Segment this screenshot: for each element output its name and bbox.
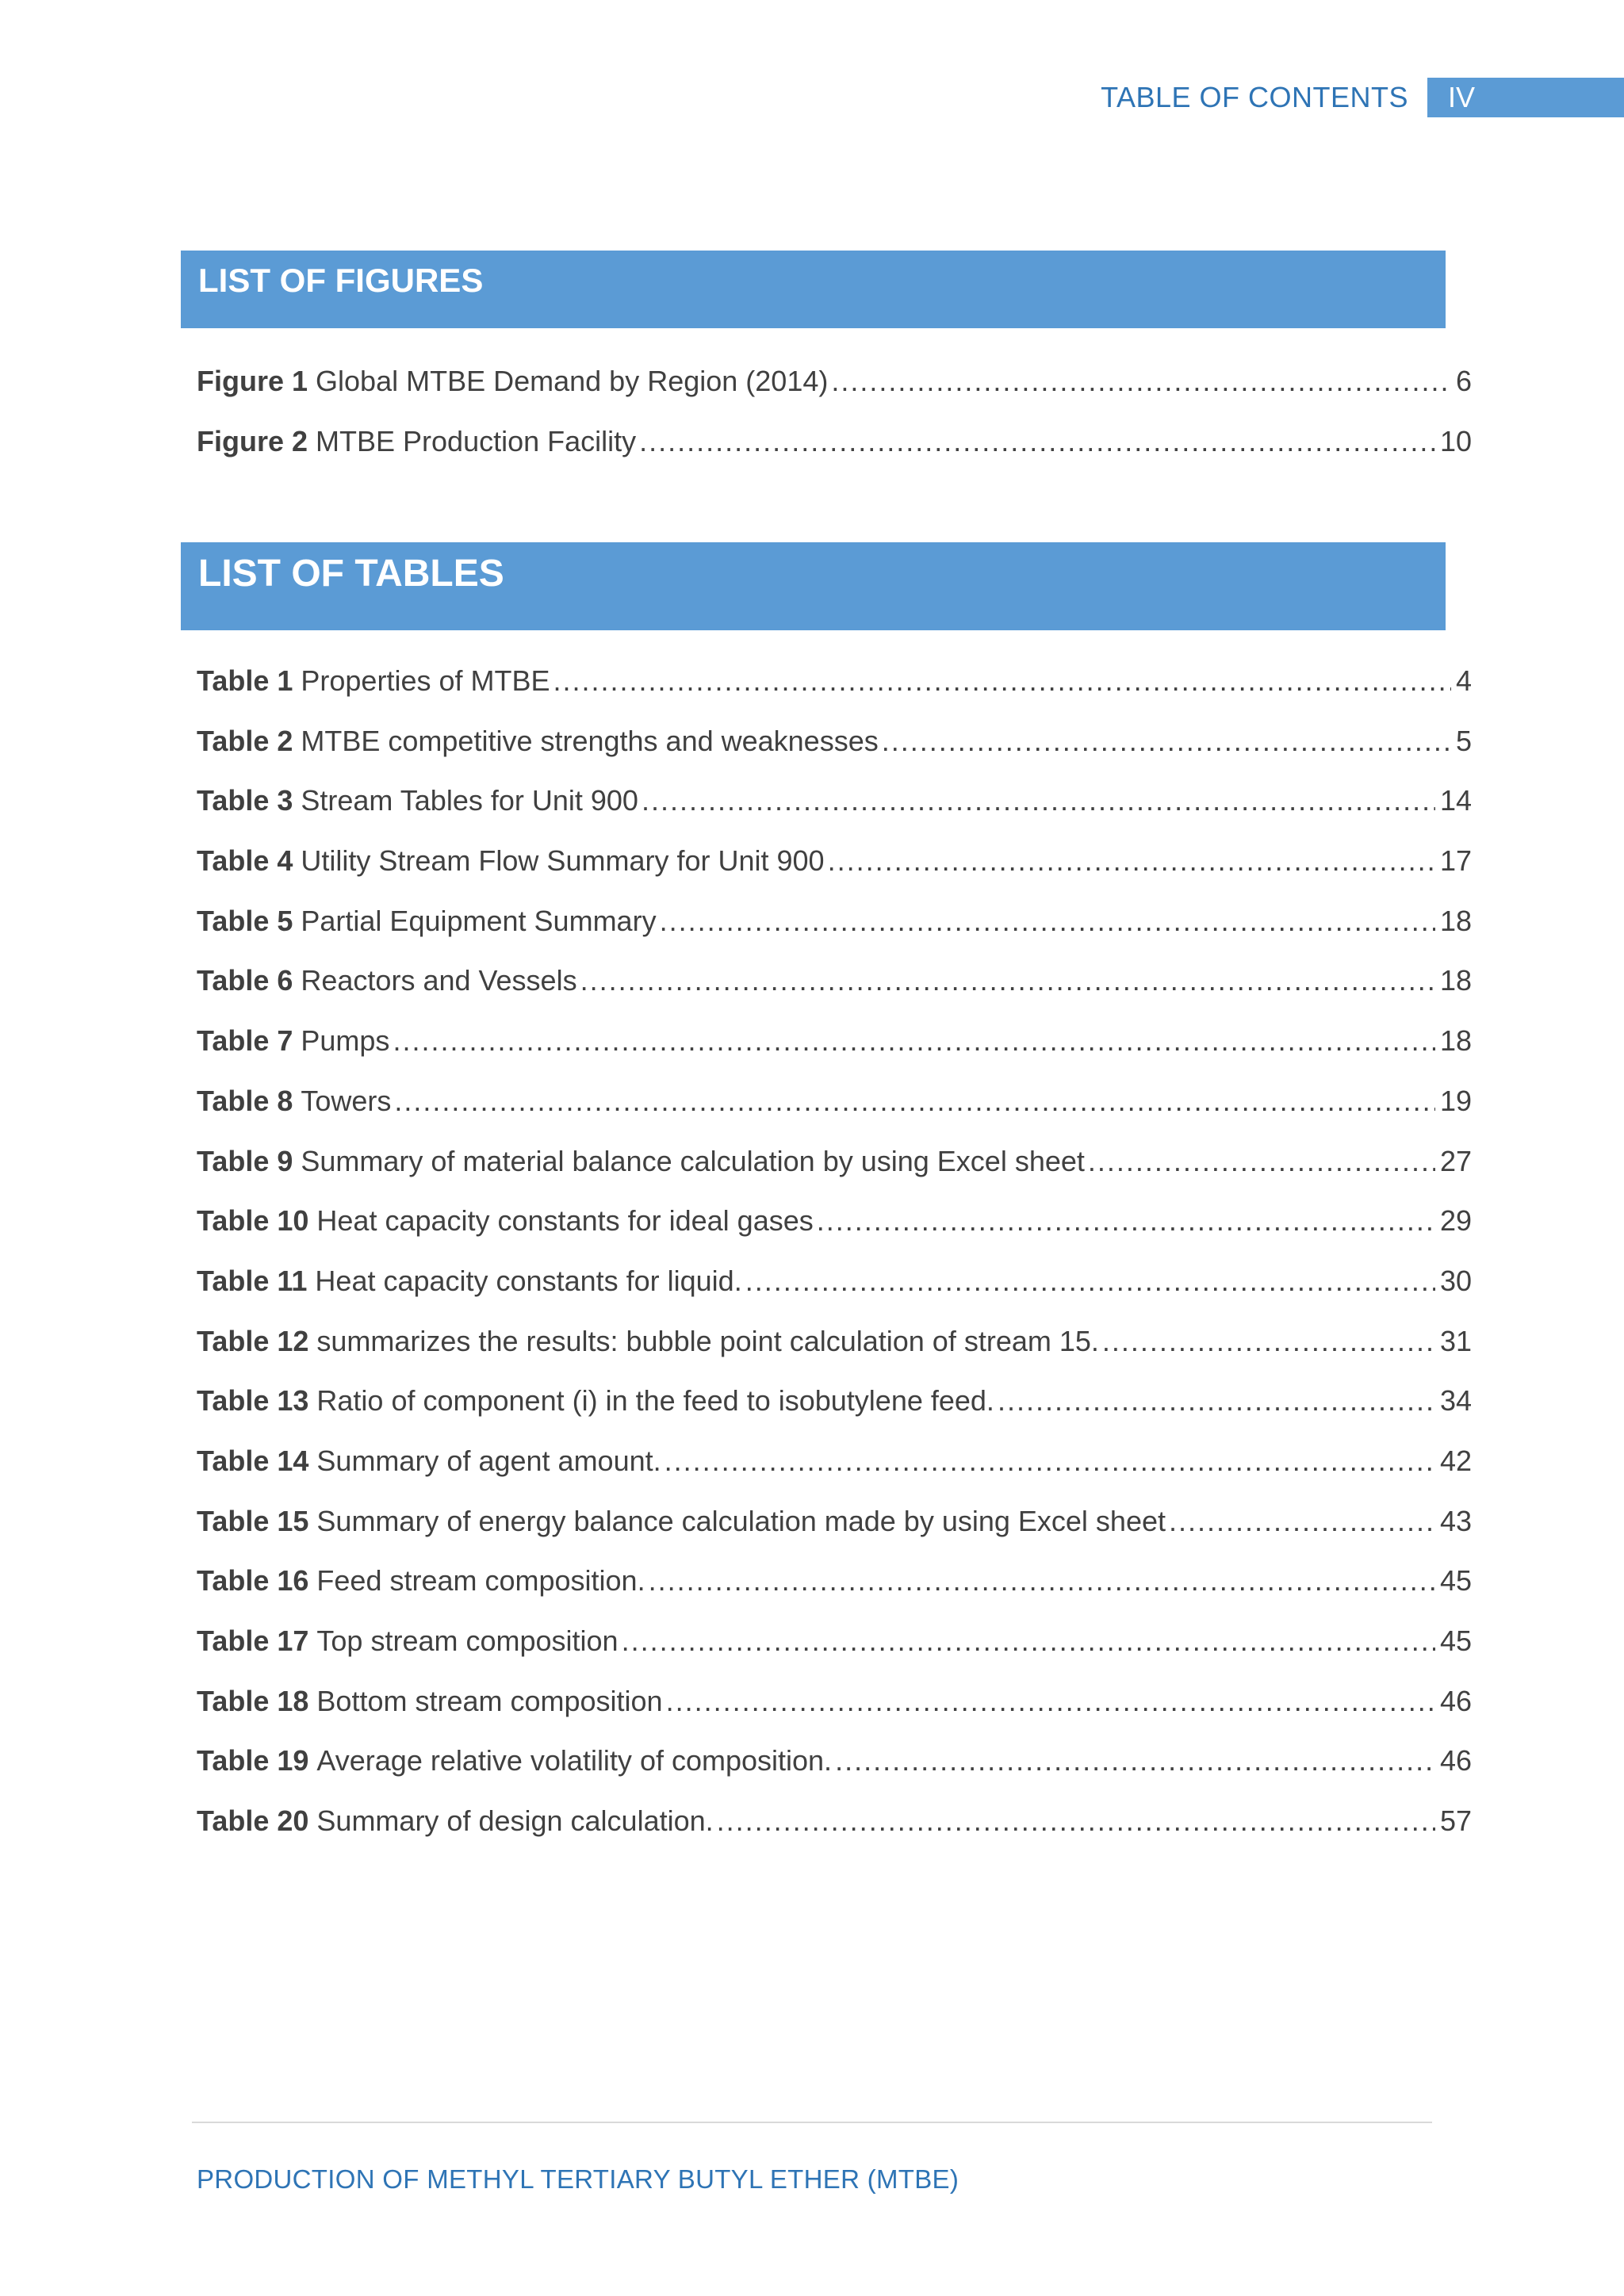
table-entry-label: Table 6 bbox=[197, 964, 293, 997]
table-entry-page-number: 5 bbox=[1455, 724, 1472, 757]
table-entry[interactable] bbox=[197, 1624, 1472, 1685]
table-entry-page-number: 42 bbox=[1439, 1444, 1472, 1477]
dot-leader bbox=[580, 964, 1435, 997]
page-header bbox=[1101, 78, 1624, 117]
table-entry-title: Summary of design calculation. bbox=[316, 1804, 714, 1838]
table-entry[interactable] bbox=[197, 1685, 1472, 1745]
table-entry-page-number: 18 bbox=[1439, 964, 1472, 997]
table-entry[interactable] bbox=[197, 784, 1472, 844]
table-entry[interactable] bbox=[197, 1204, 1472, 1265]
table-entry[interactable] bbox=[197, 1145, 1472, 1205]
dot-leader bbox=[639, 425, 1435, 458]
dot-leader bbox=[817, 1204, 1435, 1238]
table-entry-page-number: 17 bbox=[1439, 844, 1472, 878]
table-entry-page-number: 46 bbox=[1439, 1744, 1472, 1777]
header-title: TABLE OF CONTENTS bbox=[1101, 81, 1408, 113]
table-entry-title: summarizes the results: bubble point calculation of stream 15. bbox=[316, 1324, 1099, 1357]
table-entry-title: Ratio of component (i) in the feed to isobutylene feed. bbox=[316, 1384, 994, 1418]
table-entry-label: Table 7 bbox=[197, 1024, 293, 1058]
table-entry-page-number: 4 bbox=[1455, 664, 1472, 697]
table-entry[interactable] bbox=[197, 664, 1472, 725]
figure-entry-label: Figure 2 bbox=[197, 424, 308, 457]
dot-leader bbox=[622, 1624, 1435, 1658]
dot-leader bbox=[660, 905, 1435, 938]
table-entry-title: Heat capacity constants for liquid. bbox=[315, 1264, 742, 1297]
table-entry-label: Table 17 bbox=[197, 1624, 309, 1657]
dot-leader bbox=[649, 1564, 1435, 1598]
table-entry-label: Table 9 bbox=[197, 1144, 293, 1177]
figures-list bbox=[197, 365, 1472, 484]
table-entry-page-number: 34 bbox=[1439, 1384, 1472, 1418]
figure-entry-page-number: 10 bbox=[1439, 424, 1472, 457]
table-entry-page-number: 14 bbox=[1439, 784, 1472, 817]
table-entry[interactable] bbox=[197, 844, 1472, 905]
table-entry-label: Table 12 bbox=[197, 1324, 309, 1357]
table-entry-label: Table 19 bbox=[197, 1744, 309, 1777]
table-entry[interactable] bbox=[197, 1085, 1472, 1145]
table-entry-title: Feed stream composition. bbox=[316, 1564, 645, 1598]
dot-leader bbox=[831, 365, 1451, 398]
table-entry[interactable] bbox=[197, 1265, 1472, 1325]
list-of-figures-heading: LIST OF FIGURES bbox=[181, 251, 1446, 328]
table-entry-page-number: 46 bbox=[1439, 1684, 1472, 1717]
dot-leader bbox=[642, 784, 1435, 817]
dot-leader bbox=[882, 725, 1451, 758]
table-entry-page-number: 57 bbox=[1439, 1804, 1472, 1838]
table-entry-page-number: 18 bbox=[1439, 1024, 1472, 1058]
table-entry-title: MTBE competitive strengths and weaknesses bbox=[301, 724, 879, 757]
dot-leader bbox=[666, 1685, 1435, 1718]
table-entry-title: Partial Equipment Summary bbox=[301, 904, 657, 937]
footer-divider bbox=[192, 2122, 1432, 2123]
table-entry-title: Pumps bbox=[301, 1024, 390, 1058]
table-entry[interactable] bbox=[197, 905, 1472, 965]
table-entry-title: Summary of energy balance calculation made by using Excel sheet bbox=[316, 1504, 1166, 1537]
table-entry-label: Table 20 bbox=[197, 1804, 309, 1838]
table-entry-title: Reactors and Vessels bbox=[301, 964, 577, 997]
table-entry[interactable] bbox=[197, 725, 1472, 785]
table-entry-page-number: 30 bbox=[1439, 1264, 1472, 1297]
table-entry-title: Properties of MTBE bbox=[301, 664, 550, 697]
dot-leader bbox=[553, 664, 1451, 698]
dot-leader bbox=[745, 1265, 1435, 1298]
figure-entry[interactable] bbox=[197, 365, 1472, 425]
table-entry-title: Summary of agent amount. bbox=[316, 1444, 661, 1477]
table-entry-label: Table 13 bbox=[197, 1384, 309, 1418]
table-entry[interactable] bbox=[197, 1804, 1472, 1865]
table-entry-page-number: 27 bbox=[1439, 1144, 1472, 1177]
table-entry-page-number: 45 bbox=[1439, 1564, 1472, 1598]
table-entry-page-number: 29 bbox=[1439, 1204, 1472, 1238]
table-entry-label: Table 16 bbox=[197, 1564, 309, 1598]
figure-entry-page-number: 6 bbox=[1455, 365, 1472, 397]
table-entry[interactable] bbox=[197, 964, 1472, 1024]
table-entry-page-number: 31 bbox=[1439, 1324, 1472, 1357]
figure-entry[interactable] bbox=[197, 425, 1472, 485]
dot-leader bbox=[835, 1744, 1435, 1777]
table-entry-title: Summary of material balance calculation by using Excel sheet bbox=[301, 1144, 1085, 1177]
table-entry-label: Table 1 bbox=[197, 664, 293, 697]
table-entry[interactable] bbox=[197, 1024, 1472, 1085]
table-entry[interactable] bbox=[197, 1505, 1472, 1565]
table-entry-title: Bottom stream composition bbox=[316, 1684, 663, 1717]
tables-list bbox=[197, 664, 1472, 1865]
dot-leader bbox=[393, 1024, 1435, 1058]
table-entry-label: Table 5 bbox=[197, 904, 293, 937]
table-entry[interactable] bbox=[197, 1564, 1472, 1624]
table-entry-label: Table 18 bbox=[197, 1684, 309, 1717]
table-entry-title: Average relative volatility of composition. bbox=[316, 1744, 833, 1777]
table-entry-page-number: 45 bbox=[1439, 1624, 1472, 1657]
table-entry[interactable] bbox=[197, 1445, 1472, 1505]
figure-entry-title: MTBE Production Facility bbox=[316, 424, 637, 457]
figure-entry-title: Global MTBE Demand by Region (2014) bbox=[316, 365, 829, 397]
table-entry-label: Table 15 bbox=[197, 1504, 309, 1537]
dot-leader bbox=[1169, 1505, 1435, 1538]
table-entry-title: Towers bbox=[301, 1084, 392, 1117]
table-entry-title: Top stream composition bbox=[316, 1624, 619, 1657]
table-entry-label: Table 3 bbox=[197, 784, 293, 817]
dot-leader bbox=[717, 1804, 1435, 1838]
table-entry-title: Utility Stream Flow Summary for Unit 900 bbox=[301, 844, 825, 878]
list-of-tables-heading: LIST OF TABLES bbox=[181, 542, 1446, 630]
table-entry-page-number: 19 bbox=[1439, 1084, 1472, 1117]
table-entry-label: Table 14 bbox=[197, 1444, 309, 1477]
figure-entry-label: Figure 1 bbox=[197, 365, 308, 397]
table-entry-page-number: 18 bbox=[1439, 904, 1472, 937]
table-entry-title: Heat capacity constants for ideal gases bbox=[316, 1204, 814, 1238]
table-entry-label: Table 8 bbox=[197, 1084, 293, 1117]
header-page-number: IV bbox=[1427, 78, 1624, 117]
dot-leader bbox=[665, 1445, 1435, 1478]
table-entry-title: Stream Tables for Unit 900 bbox=[301, 784, 638, 817]
table-entry[interactable] bbox=[197, 1325, 1472, 1385]
dot-leader bbox=[998, 1384, 1435, 1418]
table-entry-label: Table 2 bbox=[197, 724, 293, 757]
table-entry-label: Table 11 bbox=[197, 1264, 308, 1297]
table-entry-label: Table 10 bbox=[197, 1204, 309, 1238]
table-entry[interactable] bbox=[197, 1744, 1472, 1804]
dot-leader bbox=[1088, 1145, 1435, 1178]
table-entry-page-number: 43 bbox=[1439, 1504, 1472, 1537]
dot-leader bbox=[394, 1085, 1435, 1118]
footer-title: PRODUCTION OF METHYL TERTIARY BUTYL ETHER (MTBE) bbox=[197, 2164, 959, 2194]
dot-leader bbox=[828, 844, 1435, 878]
dot-leader bbox=[1102, 1325, 1435, 1358]
table-entry-label: Table 4 bbox=[197, 844, 293, 878]
table-entry[interactable] bbox=[197, 1384, 1472, 1445]
